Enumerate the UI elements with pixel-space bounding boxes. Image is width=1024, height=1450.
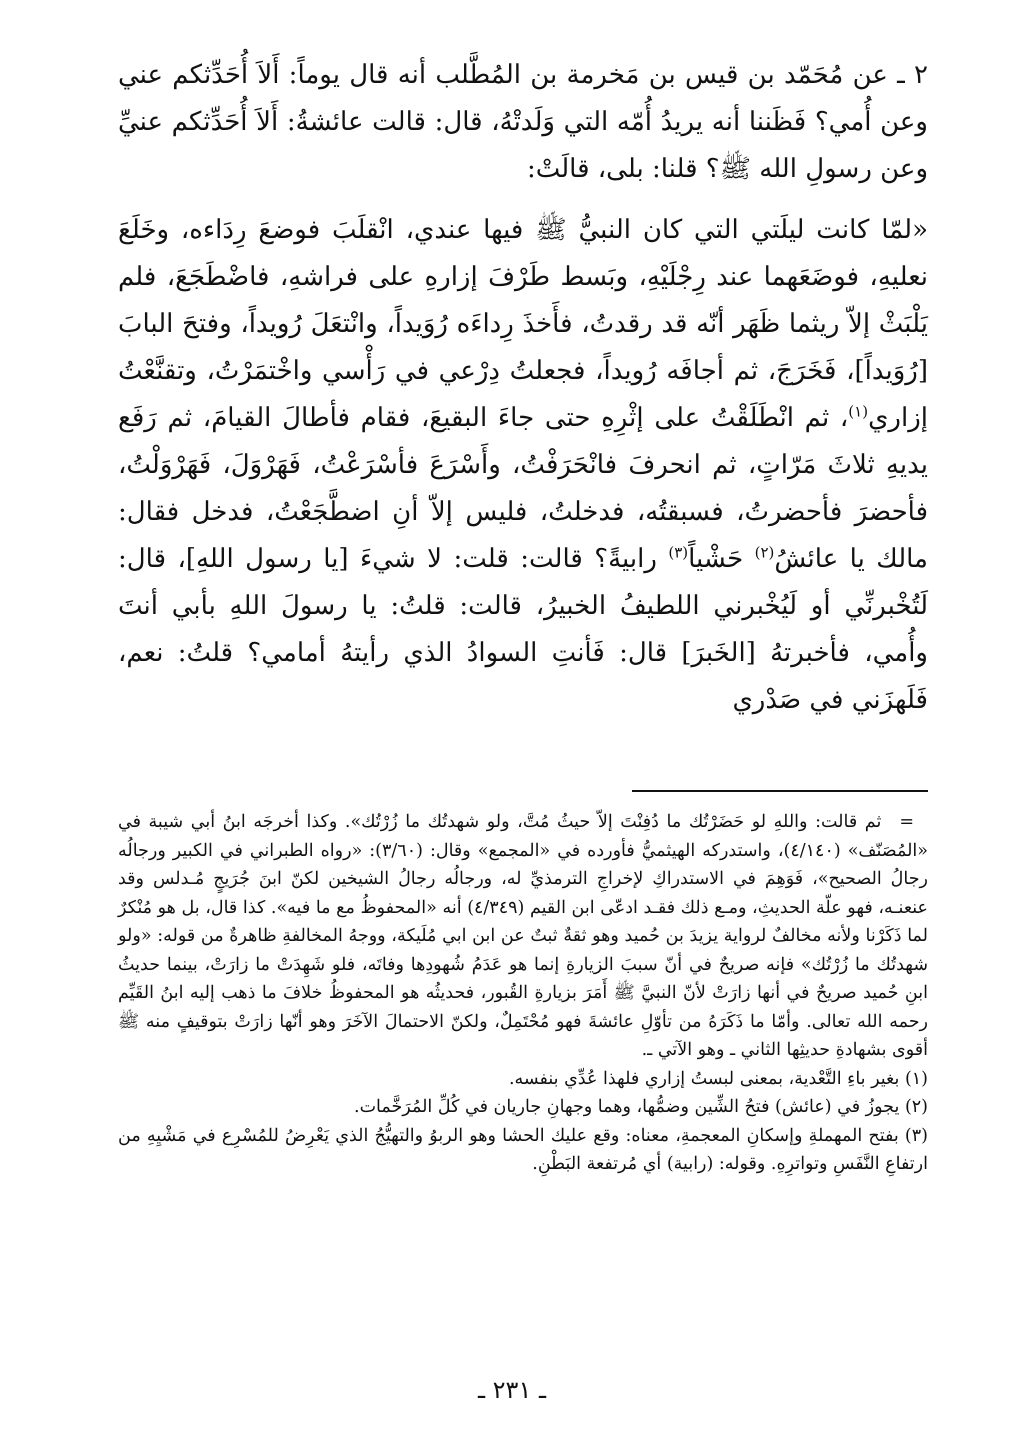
narration-part-1: «لمّا كانت ليلَتي التي كان النبيُّ ﷺ فيها عندي، انْقلَبَ فوضعَ رِدَاءه، وخَلَعَ نعليهِ، فوضَعَهما عند رِجْلَيْهِ، وبَسط طَرْفَ إزارهِ على فراشهِ، فاضْطَجَعَ، فلم يَلْبَثْ إلاّ ريثما ظَهَر أنّه قد رقدتُ، فأَخذَ رِداءَه رُوَيداً، وانْتعَلَ رُويداً، وفتحَ البابَ [رُوَيداً]، فَخَرَجَ، ثم أجافَه رُويداً، فجعلتُ دِرْعي في رَأْسي واخْتمَرْتُ، وتقنَّعْتُ إزاري [118,215,928,433]
continuation-marker: = [899,812,914,832]
footnote-ref-3: (٣) [668,543,689,562]
footnote-continuation-text: ثم قالت: واللهِ لو حَضَرْتُك ما دُفِنْتَ إلاّ حيثُ مُتَّ، ولو شهدتُك ما زُرْتُك». وكذا أخرجَه ابنُ أبي شيبة في «المُصَنّف» (٤/١٤٠)، واستدركه الهيثميُّ فأورده في «المجمع» وقال: (٣/٦٠): «رواه الطبراني في الكبير ورجالُه رجالُ الصحيح»، فَوَهِمَ في الاستدراكِ لإخراجِ الترمذيِّ له، ورجالُه رجالُ الشيخين لكنّ ابنَ جُرَيجٍ مُـدلس وقد عنعنـه، فهو علّة الحديثِ، ومـع ذلك فقـد ادعّى ابن القيم (٤/٣٤٩) أنه «المحفوظُ مع ما فيه». كذا قال، بل هو مُنْكرٌ لما ذَكَرْنا ولأنه مخالفٌ لرواية يزيدَ بن حُميد وهو ثقةٌ ثبتٌ عن ابن ابي مُلَيكة، ووجهُ المخالفةِ ظاهرةٌ من قوله: «ولو شهدتُك ما زُرْتُك» فإنه صريحٌ في أنّ سببَ الزيارةِ إنما هو عَدَمُ شُهودِها وفاتَه، فلو شَهِدَتْ ما زارَتْ، بينما حديثُ ابنِ حُميد صريحٌ في أنها زارَتْ لأنّ النبيَّ ﷺ أَمَرَ بزيارةِ القُبور، فحديثُه هو المحفوظُ خلافَ ما ذهب إليه ابنُ القَيِّم رحمه الله تعالى. وأمّا ما ذَكَرَهُ من تأوّلِ عائشةَ فهو مُحْتَمِلٌ، ولكنّ الاحتمالَ الآخَرَ وهو أنّها زارَتْ بتوقيفٍ منه ﷺ أقوى بشهادةِ حديثِها الثاني ـ وهو الآتي ـ. [118,812,928,1060]
footnote-1-marker: (١) [904,1068,928,1089]
hadith-intro: ٢ ـ عن مُحَمّد بن قيس بن مَخرمة بن المُطَّلب أنه قال يوماً: أَلاَ أُحَدِّثكم عني وعن أُمي؟ فَظَننا أنه يريدُ أُمّه التي وَلَدتْهُ، قال: قالت عائشةُ: أَلاَ أُحَدِّثكم عنيِّ وعن رسولِ الله ﷺ؟ قلنا: بلى، قالَتْ: [118,60,928,184]
footnote-3-text: بفتح المهملةِ وإسكانِ المعجمةِ، معناه: وقع عليك الحشا وهو الربوُ والتهيُّجُ الذي يَعْرِضُ للمُسْرِع في مَشْيِهِ من ارتفاعِ النَّفَسِ وتواترِهِ. وقوله: (رابية) أي مُرتفعة البَطْنِ. [118,1125,928,1174]
page-number: ـ ٢٣١ ـ [477,1376,546,1404]
hadith-narration [118,207,928,724]
footnote-1 [118,1065,928,1094]
narration-part-2: ، ثم انْطَلَقْتُ على إثْرِهِ حتى جاءَ البقيعَ، فقام فأطالَ القيامَ، ثم رَفَع يديهِ ثلاثَ مَرّاتٍ، ثم انحرفَ فانْحَرَفْتُ، وأَسْرَعَ فأسْرَعْتُ، فَهَرْوَلَ، فَهَرْوَلْتُ، فأحضرَ فأحضرتُ، فسبقتُه، فدخلتُ، فليس إلاّ أنِ اضطَّجَعْتُ، فدخل فقال: مالك يا عائشُ [118,403,928,574]
footnote-ref-2: (٢) [754,543,775,562]
footnote-1-text: بغير باءِ التَّعْدية، بمعنى لبستُ إزاري فلهذا عُدِّي بنفسه. [508,1068,900,1089]
footnote-2-marker: (٢) [904,1097,928,1117]
footnote-separator [632,790,928,792]
footnote-continuation [118,808,928,1065]
footnote-2-text: يجوزُ في (عائش) فتحُ الشِّين وضمُّها، وهما وجهانِ جاريان في كُلِّ المُرَخَّمات. [354,1097,900,1117]
main-text [118,52,928,724]
footnote-3-marker: (٣) [904,1125,928,1146]
footnote-ref-1: (١) [848,402,869,421]
footnote-2 [118,1093,928,1122]
narration-part-3: حَشْياً [688,544,755,574]
footnotes [118,808,928,1179]
narration-part-4: رابيةً؟ قالت: قلت: لا شيءَ [يا رسول اللهِ]، قال: لَتُخْبرنِّي أو لَيُخْبرني اللطيفُ الخبيرُ، قالت: قلتُ: يا رسولَ اللهِ بأبي أنتَ وأُمي، فأخبرتهُ [الخَبرَ] قال: فَأنتِ السوادُ الذي رأيتهُ أمامي؟ قلتُ: نعم، فَلَهزَني في صَدْري [118,544,928,715]
footnote-3 [118,1122,928,1179]
